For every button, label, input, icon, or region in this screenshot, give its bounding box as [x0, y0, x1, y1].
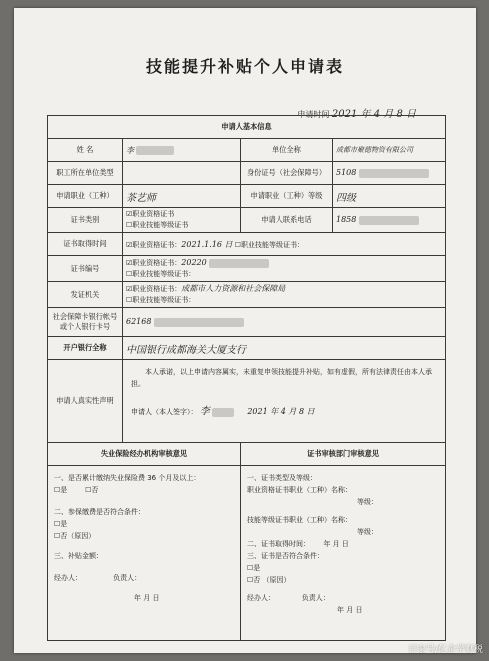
bank-value: 中国银行成都海关大厦支行	[126, 344, 246, 356]
ur-q2: 二、参保缴费是否符合条件：	[54, 508, 145, 516]
cert-time-cell	[123, 233, 446, 256]
cert-no-option-qualification: ☑职业资格证书：	[126, 259, 182, 267]
ur-q2-no: ☐否（原因）	[54, 532, 96, 540]
cr-q1-b-level: 等级：	[357, 528, 378, 536]
issuer-option-skill: ☐职业技能等级证书：	[126, 296, 196, 304]
cert-type-option-qualification: ☑职业资格证书	[126, 210, 175, 218]
promise-label: 申请人真实性声明	[48, 360, 123, 443]
redaction	[212, 408, 234, 417]
ur-handler: 经办人：	[54, 574, 82, 582]
ur-q1: 一、是否累计缴纳失业保险费 36 个月及以上：	[54, 474, 201, 482]
unit-type-label: 职工所在单位类型	[48, 162, 123, 185]
cr-q1: 一、证书类型及等级：	[247, 474, 317, 482]
cert-time-label: 证书取得时间	[48, 233, 123, 256]
apply-time-label: 申请时间	[297, 110, 330, 119]
sscard-value: 62168	[126, 317, 152, 327]
name-label: 姓 名	[48, 139, 123, 162]
ur-q3: 三、补贴金额：	[54, 552, 103, 560]
cert-no-cell	[123, 256, 446, 282]
cr-q3-yes: ☐是	[247, 564, 261, 572]
cert-type-cell	[123, 208, 241, 233]
ur-q2-yes: ☐是	[54, 520, 68, 528]
name-value: 李	[126, 145, 134, 155]
name-cell	[123, 139, 241, 162]
unit-cell	[333, 139, 446, 162]
apply-time-value: 2021 年 4 月 8 日	[331, 109, 416, 120]
issuer-option-qualification: ☑职业资格证书：	[126, 285, 182, 293]
ur-date: 年 月 日	[134, 594, 160, 602]
cr-date: 年 月 日	[337, 606, 363, 614]
cert-no-option-skill: ☐职业技能等级证书：	[126, 270, 196, 278]
unit-label: 单位全称	[241, 139, 333, 162]
issuer-cell	[123, 282, 446, 308]
signer-label: 申请人（本人签字）：	[131, 408, 198, 416]
signer-value: 李	[199, 406, 210, 417]
cr-q2-date: 年 月 日	[323, 540, 349, 548]
ur-principal: 负责人：	[113, 574, 142, 582]
level-label: 申请职业（工种）等级	[241, 185, 333, 208]
job-value: 茶艺师	[126, 192, 156, 204]
cr-principal: 负责人：	[301, 594, 330, 602]
cr-q1-a-level: 等级：	[357, 498, 378, 506]
bank-label: 开户银行全称	[48, 337, 123, 360]
job-label: 申请职业（工种）	[48, 185, 123, 208]
watermark: 百家号/亿企学财税	[407, 645, 483, 655]
bank-cell	[123, 337, 446, 360]
redaction	[154, 318, 244, 327]
application-form	[47, 115, 446, 641]
sign-date: 2021 年 4 月 8 日	[247, 407, 315, 416]
promise-cell	[123, 360, 446, 443]
cert-time-option-skill: ☐职业技能等级证书：	[234, 240, 305, 249]
redaction	[359, 169, 429, 178]
cert-review-cell	[241, 466, 446, 641]
promise-text: 本人承诺，以上申请内容属实，未重复申领技能提升补贴，如有虚假，所有法律责任由本人承担。	[131, 368, 432, 388]
cr-q3: 三、证书是否符合条件：	[247, 552, 324, 560]
redaction	[359, 216, 419, 225]
signature-line	[131, 406, 437, 418]
level-value: 四级	[336, 192, 356, 204]
phone-cell	[333, 208, 446, 233]
cert-time-option-qualification: ☑职业资格证书：	[126, 240, 182, 249]
cert-type-label: 证书类别	[48, 208, 123, 233]
id-label: 身份证号（社会保障号）	[241, 162, 333, 185]
cr-q3-no: ☐否 （原因）	[247, 576, 291, 584]
section-unemployment-review: 失业保险经办机构审核意见	[48, 443, 241, 466]
ur-q1-no: ☐否	[85, 486, 99, 494]
unit-value: 成都市聚德物资有限公司	[336, 146, 413, 154]
cr-q1-a: 职业资格证书职业（工种）名称：	[247, 486, 352, 494]
level-cell	[333, 185, 446, 208]
ur-q1-yes: ☐是	[54, 486, 68, 494]
unemployment-review-cell	[48, 466, 241, 641]
redaction	[209, 259, 269, 268]
issuer-value: 成都市人力资源和社会保障局	[181, 284, 286, 293]
cert-no-label: 证书编号	[48, 256, 123, 282]
cert-type-option-skill: ☐职业技能等级证书	[126, 221, 189, 229]
job-cell	[123, 185, 241, 208]
id-cell	[333, 162, 446, 185]
phone-value: 1858	[336, 215, 357, 225]
cert-time-value: 2021.1.16 日	[181, 239, 233, 249]
sscard-label: 社会保障卡银行帐号 或个人银行卡号	[48, 308, 123, 337]
cert-no-value: 20220	[181, 258, 207, 267]
unit-type-value	[123, 162, 241, 185]
id-value: 5108	[336, 168, 357, 178]
phone-label: 申请人联系电话	[241, 208, 333, 233]
cr-q2: 二、证书取得时间：	[247, 540, 310, 548]
issuer-label: 发证机关	[48, 282, 123, 308]
section-cert-review: 证书审核部门审核意见	[241, 443, 446, 466]
sscard-cell	[123, 308, 446, 337]
section-basic-info: 申请人基本信息	[48, 116, 446, 139]
page-title: 技能提升补贴个人申请表	[145, 57, 344, 76]
redaction	[136, 146, 174, 155]
cr-q1-b: 技能等级证书职业（工种）名称：	[247, 516, 352, 524]
cr-handler: 经办人：	[247, 594, 275, 602]
